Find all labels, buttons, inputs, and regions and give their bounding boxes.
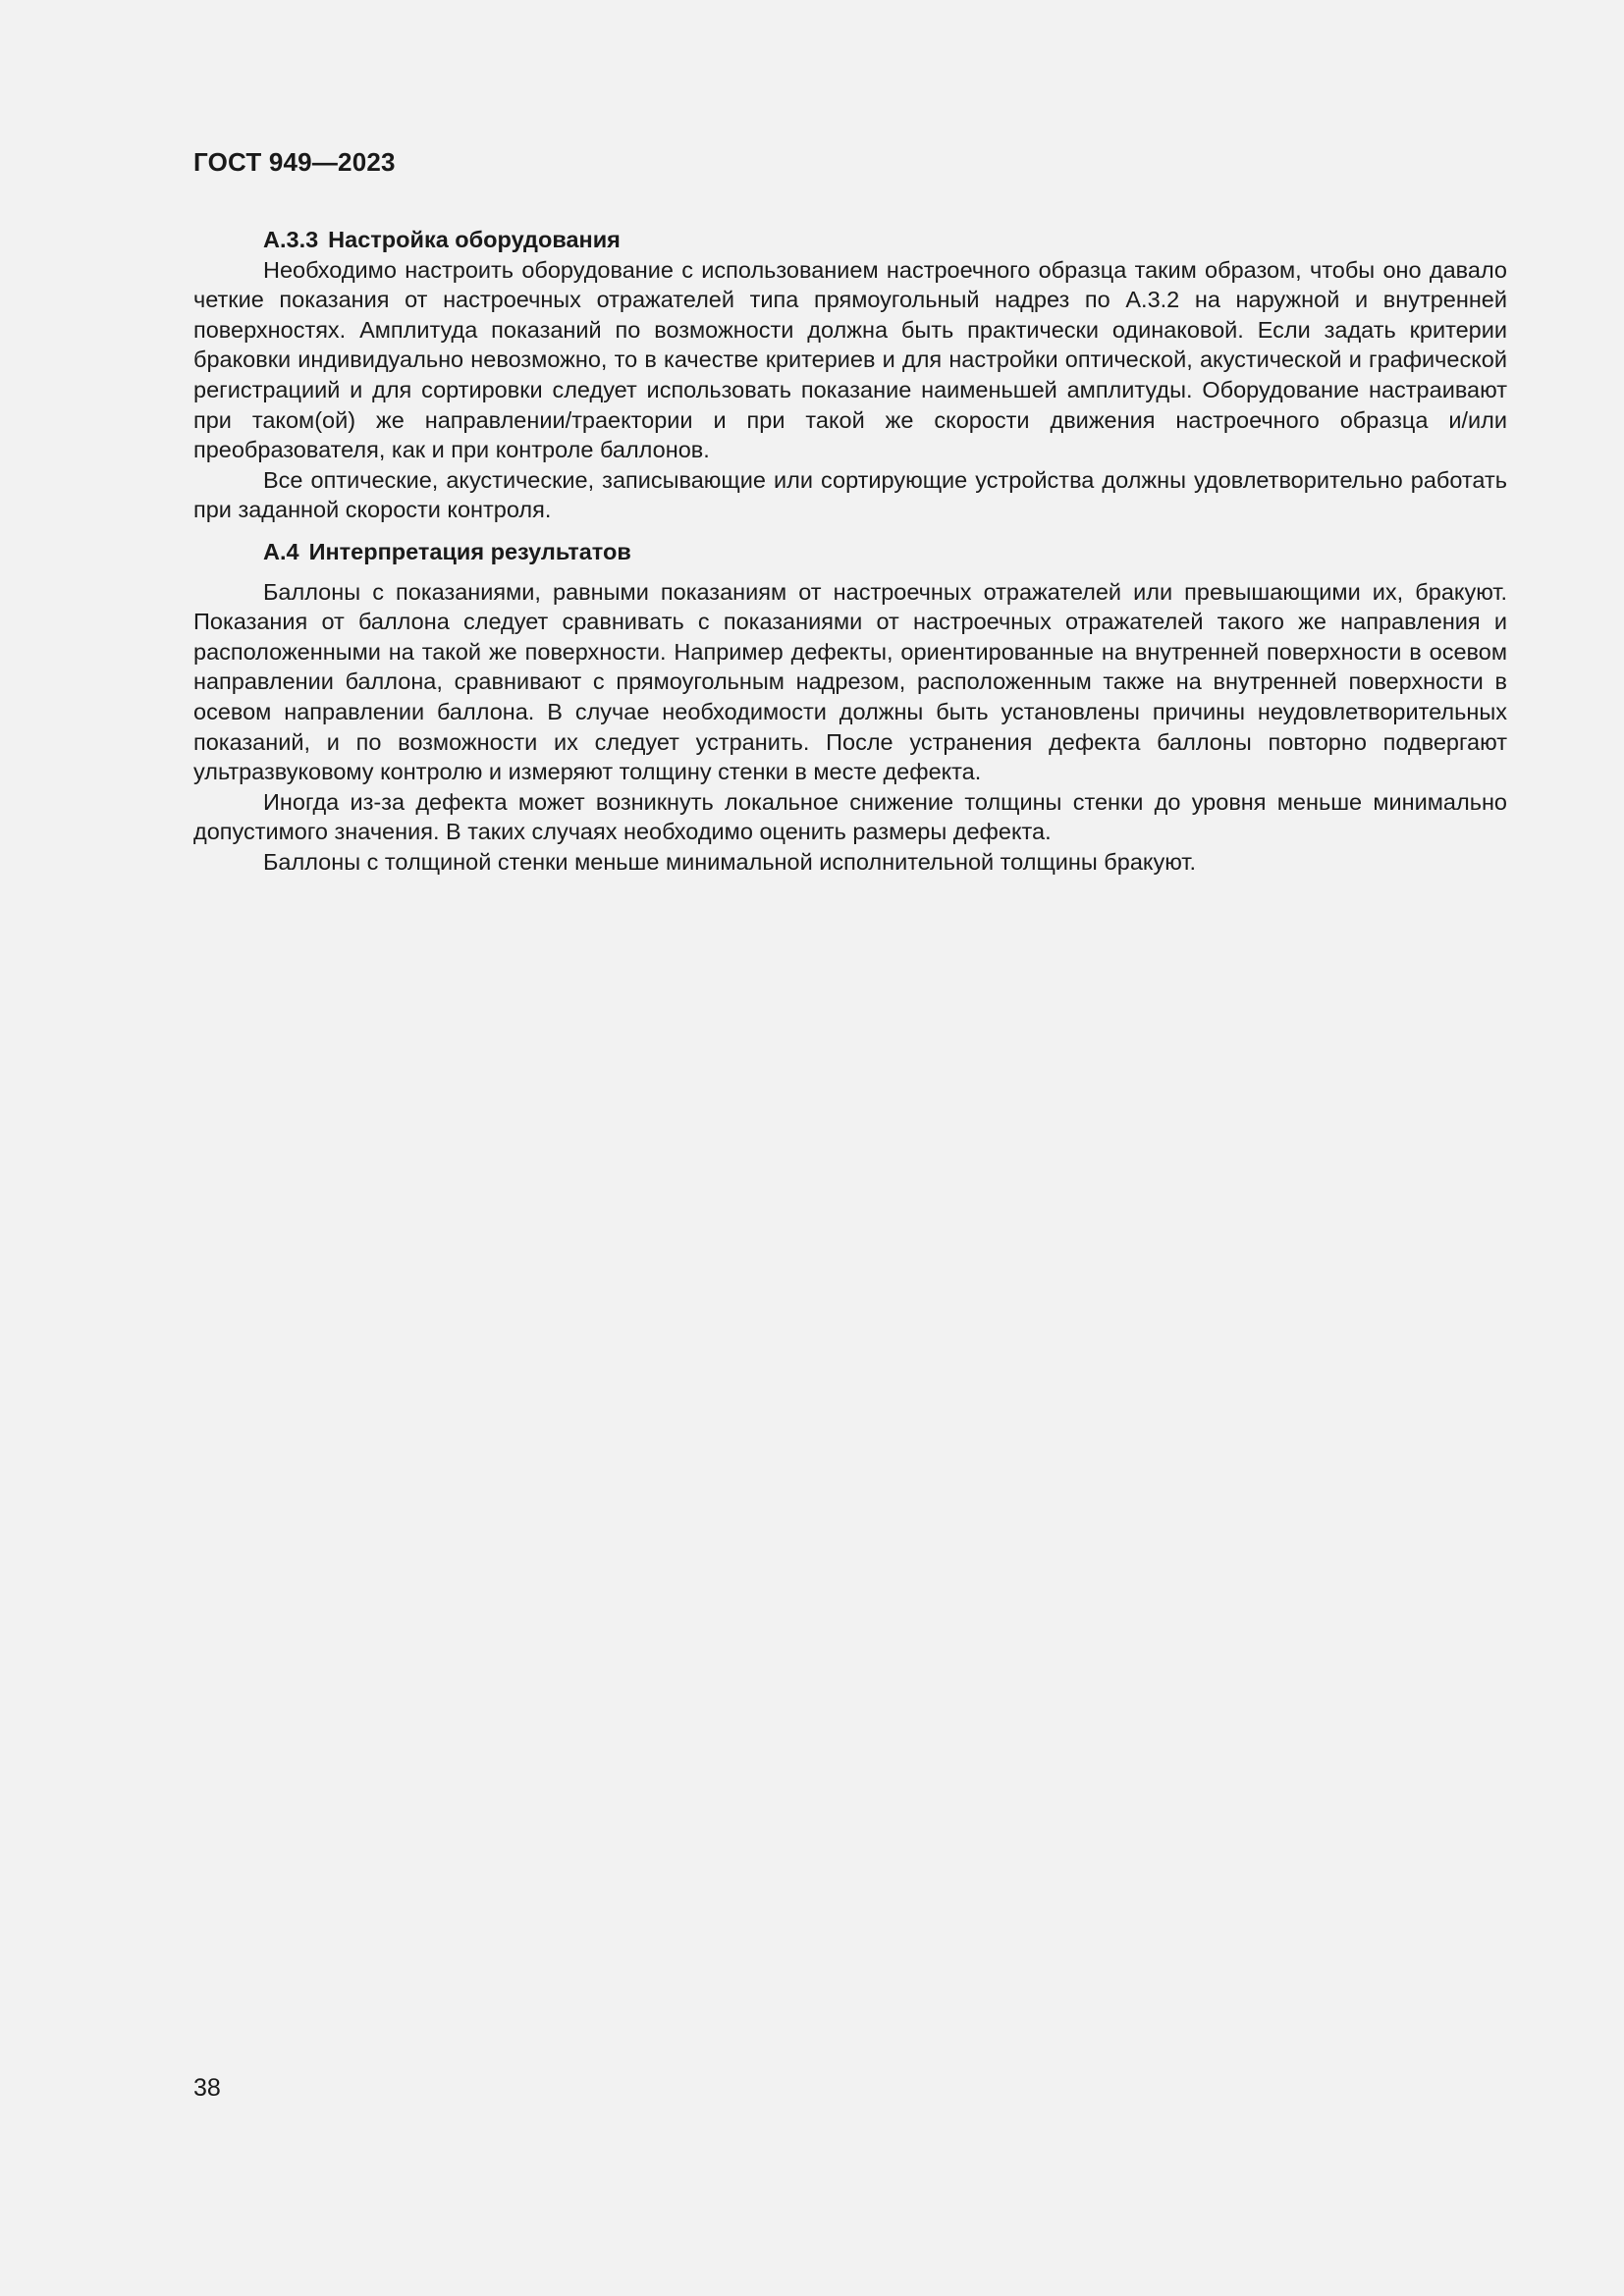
document-body bbox=[193, 225, 1507, 877]
paragraph: Баллоны с толщиной стенки меньше минимальной исполнительной толщины бракуют. bbox=[263, 848, 1196, 875]
paragraph: Баллоны с показаниями, равными показаниям от настроечных отражателей или превышающими их, бракуют. Показания от баллона следует сравнивать с показаниями от настроечных отражателей такого же направления и расположенными на такой же поверхности. Например дефекты, ориентированные на внутренней поверхности в осевом направлении баллона, сравнивают с прямоугольным надрезом, расположенным также на внутренней поверхности в осевом направлении баллона. В случае необходимости должны быть установлены причины неудовлетворительных показаний, и по возможности их следует устранить. После устранения дефекта баллоны повторно подвергают ультразвуковому контролю и измеряют толщину стенки в месте дефекта. bbox=[193, 578, 1507, 785]
document-header-title: ГОСТ 949—2023 bbox=[193, 147, 396, 177]
paragraph: Все оптические, акустические, записывающие или сортирующие устройства должны удовлетворительно работать при заданной скорости контроля. bbox=[193, 466, 1507, 523]
paragraph: Необходимо настроить оборудование с использованием настроечного образца таким образом, чтобы оно давало четкие показания от настроечных отражателей типа прямоугольный надрез по А.3.2 на наружной и внутренней поверхностях. Амплитуда показаний по возможности должна быть практически одинаковой. Если задать критерии браковки индивидуально невозможно, то в качестве критериев и для настройки оптической, акустической и графической регистрациий и для сортировки следует использовать показание наименьшей амплитуды. Оборудование настраивают при таком(ой) же направлении/траектории и при такой же скорости движения настроечного образца и/или преобразователя, как и при контроле баллонов. bbox=[193, 256, 1507, 463]
page-number: 38 bbox=[193, 2074, 221, 2102]
section-title: Настройка оборудования bbox=[328, 227, 621, 252]
paragraph: Иногда из-за дефекта может возникнуть локальное снижение толщины стенки до уровня меньше минимально допустимого значения. В таких случаях необходимо оценить размеры дефекта. bbox=[193, 788, 1507, 845]
section-number: А.4 bbox=[263, 538, 299, 564]
section-heading-a33 bbox=[193, 225, 1507, 255]
section-heading-a4 bbox=[193, 537, 1507, 567]
section-title: Интерпретация результатов bbox=[308, 538, 631, 564]
section-number: А.3.3 bbox=[263, 227, 319, 252]
